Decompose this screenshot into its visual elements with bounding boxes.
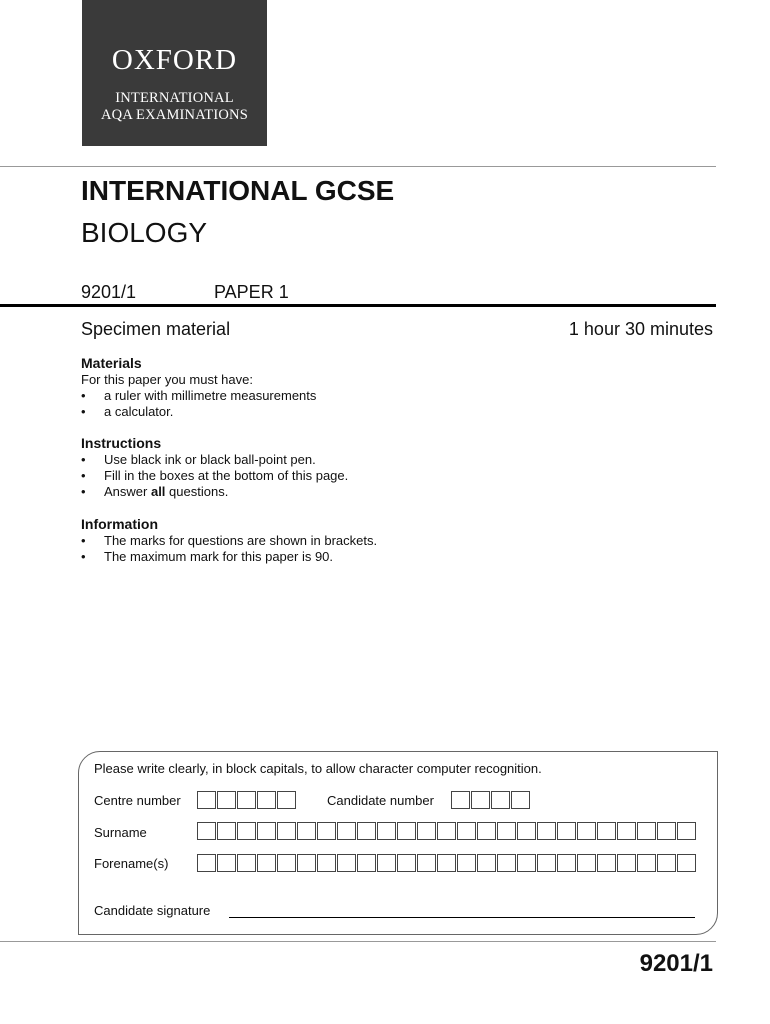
header-divider xyxy=(0,304,716,307)
list-item xyxy=(81,484,348,500)
logo-line-international: INTERNATIONAL xyxy=(115,90,234,106)
qualification-title: INTERNATIONAL GCSE xyxy=(81,175,395,206)
candidate-number-boxes xyxy=(451,791,531,809)
forename-box[interactable] xyxy=(437,854,456,872)
exam-duration: 1 hour 30 minutes xyxy=(568,319,713,339)
forename-box[interactable] xyxy=(237,854,256,872)
forename-box[interactable] xyxy=(417,854,436,872)
form-note: Please write clearly, in block capitals, to allow character computer recognition. xyxy=(94,761,542,776)
forename-box[interactable] xyxy=(637,854,656,872)
forename-box[interactable] xyxy=(217,854,236,872)
surname-box[interactable] xyxy=(257,822,276,840)
information-section xyxy=(81,516,377,565)
paper-number: PAPER 1 xyxy=(214,282,289,302)
forename-box[interactable] xyxy=(397,854,416,872)
forename-box[interactable] xyxy=(657,854,676,872)
surname-label: Surname xyxy=(94,825,147,840)
candidate-number-box[interactable] xyxy=(491,791,510,809)
surname-box[interactable] xyxy=(437,822,456,840)
logo-line-oxford: OXFORD xyxy=(111,44,238,76)
surname-box[interactable] xyxy=(497,822,516,840)
instruction-text: Answer xyxy=(104,484,151,499)
forename-box[interactable] xyxy=(197,854,216,872)
surname-box[interactable] xyxy=(557,822,576,840)
forename-box[interactable] xyxy=(597,854,616,872)
forename-label: Forename(s) xyxy=(94,856,169,871)
surname-box[interactable] xyxy=(677,822,696,840)
surname-box[interactable] xyxy=(237,822,256,840)
surname-box[interactable] xyxy=(537,822,556,840)
surname-box[interactable] xyxy=(417,822,436,840)
candidate-number-box[interactable] xyxy=(511,791,530,809)
surname-box[interactable] xyxy=(297,822,316,840)
forename-box[interactable] xyxy=(297,854,316,872)
instructions-list xyxy=(81,452,348,500)
instructions-heading: Instructions xyxy=(81,435,162,451)
forename-box[interactable] xyxy=(517,854,536,872)
centre-number-box[interactable] xyxy=(257,791,276,809)
materials-heading: Materials xyxy=(81,355,142,371)
materials-intro: For this paper you must have: xyxy=(81,372,253,387)
forename-box[interactable] xyxy=(337,854,356,872)
list-item: • The marks for questions are shown in brackets. xyxy=(81,533,377,549)
list-item: • Use black ink or black ball-point pen. xyxy=(81,452,348,468)
bottom-divider xyxy=(0,941,716,942)
surname-box[interactable] xyxy=(657,822,676,840)
forename-box[interactable] xyxy=(477,854,496,872)
surname-box[interactable] xyxy=(277,822,296,840)
materials-section xyxy=(81,355,316,420)
forename-box[interactable] xyxy=(497,854,516,872)
centre-number-box[interactable] xyxy=(277,791,296,809)
surname-boxes xyxy=(197,822,697,840)
forename-box[interactable] xyxy=(617,854,636,872)
centre-number-box[interactable] xyxy=(217,791,236,809)
forename-boxes xyxy=(197,854,697,872)
information-list xyxy=(81,533,377,565)
forename-box[interactable] xyxy=(457,854,476,872)
top-divider xyxy=(0,166,716,167)
surname-box[interactable] xyxy=(597,822,616,840)
forename-box[interactable] xyxy=(277,854,296,872)
surname-box[interactable] xyxy=(457,822,476,840)
forename-box[interactable] xyxy=(317,854,336,872)
instructions-section xyxy=(81,435,348,500)
candidate-details-form xyxy=(78,751,718,935)
list-item: • The maximum mark for this paper is 90. xyxy=(81,549,377,565)
centre-number-box[interactable] xyxy=(237,791,256,809)
centre-number-boxes xyxy=(197,791,297,809)
surname-box[interactable] xyxy=(577,822,596,840)
forename-box[interactable] xyxy=(557,854,576,872)
forename-box[interactable] xyxy=(357,854,376,872)
instruction-text: questions. xyxy=(165,484,229,499)
centre-number-box[interactable] xyxy=(197,791,216,809)
signature-label: Candidate signature xyxy=(94,903,211,918)
list-item: • a ruler with millimetre measurements xyxy=(81,388,316,404)
footer-paper-code: 9201/1 xyxy=(639,950,713,977)
surname-box[interactable] xyxy=(477,822,496,840)
materials-list xyxy=(81,388,316,420)
surname-box[interactable] xyxy=(517,822,536,840)
forename-box[interactable] xyxy=(377,854,396,872)
candidate-number-box[interactable] xyxy=(471,791,490,809)
forename-box[interactable] xyxy=(257,854,276,872)
instruction-emphasis: all xyxy=(150,484,166,499)
forename-box[interactable] xyxy=(537,854,556,872)
candidate-number-label: Candidate number xyxy=(327,793,434,808)
surname-box[interactable] xyxy=(617,822,636,840)
surname-box[interactable] xyxy=(197,822,216,840)
information-heading: Information xyxy=(81,516,158,532)
surname-box[interactable] xyxy=(357,822,376,840)
specimen-label: Specimen material xyxy=(81,319,231,339)
surname-box[interactable] xyxy=(317,822,336,840)
candidate-number-box[interactable] xyxy=(451,791,470,809)
list-item: • Fill in the boxes at the bottom of this page. xyxy=(81,468,348,484)
oxford-aqa-logo xyxy=(82,0,267,146)
forename-box[interactable] xyxy=(577,854,596,872)
surname-box[interactable] xyxy=(377,822,396,840)
paper-code: 9201/1 xyxy=(81,282,137,302)
surname-box[interactable] xyxy=(337,822,356,840)
signature-line[interactable] xyxy=(229,917,695,918)
list-item: • a calculator. xyxy=(81,404,316,420)
surname-box[interactable] xyxy=(397,822,416,840)
surname-box[interactable] xyxy=(217,822,236,840)
subject-title: BIOLOGY xyxy=(81,217,208,248)
logo-line-sub xyxy=(82,90,267,124)
logo-line-aqa: AQA EXAMINATIONS xyxy=(101,107,248,123)
forename-box[interactable] xyxy=(677,854,696,872)
surname-box[interactable] xyxy=(637,822,656,840)
centre-number-label: Centre number xyxy=(94,793,181,808)
